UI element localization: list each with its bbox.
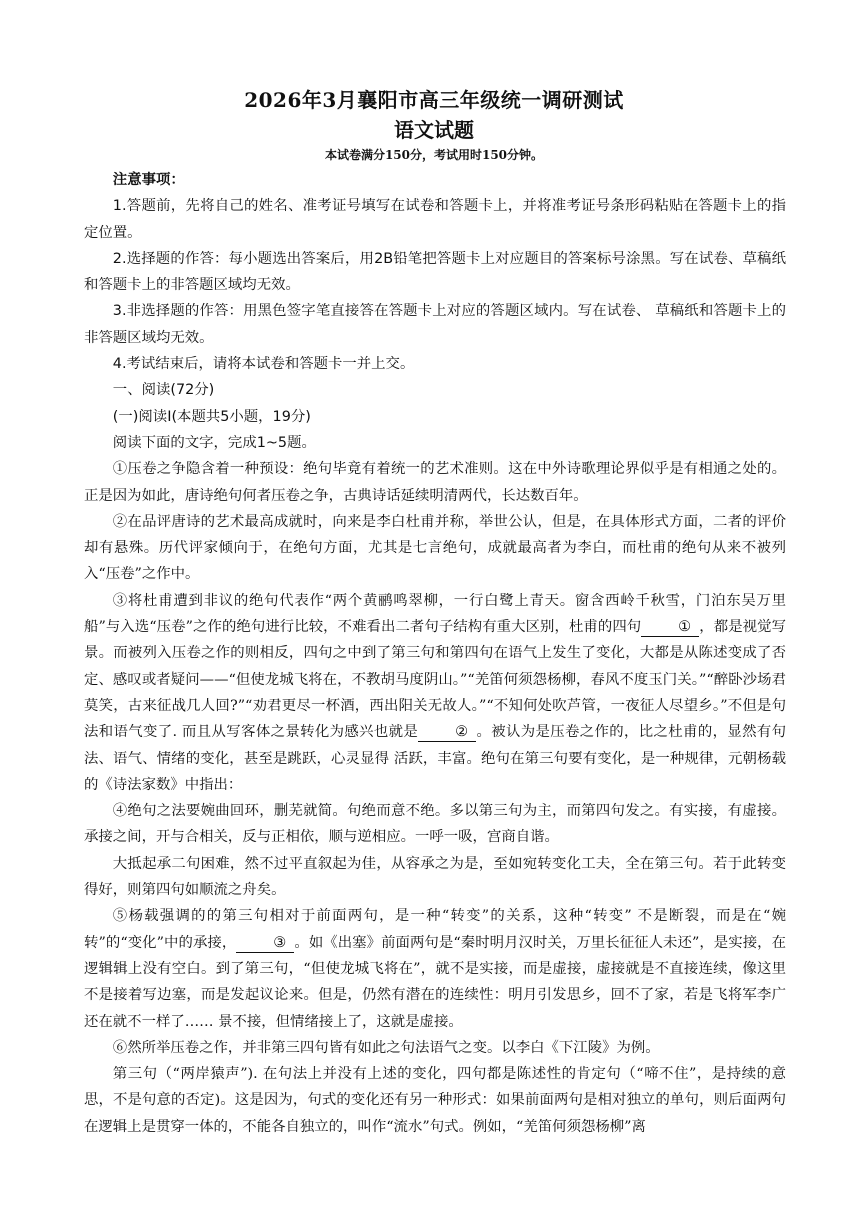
passage-text: ③将杜甫遭到非议的绝句代表作“两个黄鹂鸣翠柳，一行白鹭上青天。窗含西岭千秋雪，门泊东吴万里船”与入选“压卷”之作的绝句进行比较，不难看出二者句子结构有重大区别，杜甫的四句: [84, 592, 786, 636]
passage-paragraph-4: ④绝句之法要婉曲回环，删芜就简。句绝而意不绝。多以第三句为主，而第四句发之。有实接，有虚接。承接之间，开与合相关，反与正相依，顺与逆相应。一呼一吸，宫商自谐。: [84, 803, 786, 846]
instructions-heading: 注意事项：: [112, 172, 185, 188]
answer-blank-1: ①: [641, 618, 699, 637]
exam-body: [84, 167, 786, 1140]
reading-passage: [84, 456, 786, 1140]
instruction-item: 2.选择题的作答：每小题选出答案后，用2B铅笔把答题卡上对应题目的答案标号涂黑。写在试卷、草稿纸和答题卡上的非答题区域均无效。: [84, 250, 786, 294]
exam-title: 2026年3月襄阳市高三年级统一调研测试: [244, 88, 624, 112]
instruction-item: 4.考试结束后，请将本试卷和答题卡一并上交。: [112, 356, 415, 373]
instruction-item: 3.非选择题的作答：用黑色签字笔直接答在答题卡上对应的答题区域内。写在试卷、 草稿纸和答题卡上的非答题区域均无效。: [84, 303, 786, 346]
passage-paragraph-5: 大抵起承二句困难，然不过平直叙起为佳，从容承之为是，至如宛转变化工夫，全在第三句。若于此转变得好，则第四句如顺流之舟矣。: [84, 855, 786, 899]
subject-title: 语文试题: [394, 118, 474, 142]
answer-blank-3: ③: [236, 934, 294, 953]
section-title: 一、阅读(72分): [112, 382, 215, 399]
passage-paragraph-1: ①压卷之争隐含着一种预设：绝句毕竟有着统一的艺术准则。这在中外诗歌理论界似乎是有相通之处的。正是因为如此，唐诗绝句何者压卷之争，古典诗话延续明清两代，长达数百年。: [84, 461, 786, 504]
reading-prompt: 阅读下面的文字，完成1~5题。: [112, 434, 316, 451]
passage-text: ，都是视觉写景。而被列入压卷之作的则相反，四句之中到了第三句和第四句在语气上发生了变化，大都是从陈述变成了否定、感叹或者疑问——“但使龙城飞将在，不教胡马度阴山。”“羌笛何须怨杨柳，春风不度玉门关。”“醉卧沙场君莫笑，古来征战几人回?”“劝君更尽一杯酒，西出阳关无故人。”“不知何处吹芦管，一夜征人尽望乡。”不但是句法和语气变了. 而且从写客体之景转化为感兴也就是: [84, 619, 786, 741]
passage-text: 。如《出塞》前面两句是“秦时明月汉时关，万里长征征人未还”，是实接，在逻辑辑上没有空白。到了第三句，“但使龙城飞将在”，就不是实接，而是虚接，虚接就是不直接连续，像这里不是接着写边塞，而是发起议论来。但是，仍然有潜在的连续性：明月引发思乡，回不了家，若是飞将军李广还在就不一样了…… 景不接，但情绪接上了，这就是虚接。: [84, 934, 787, 1030]
passage-paragraph-2: ②在品评唐诗的艺术最高成就时，向来是李白杜甫并称，举世公认，但是，在具体形式方面，二者的评价却有悬殊。历代评家倾向于，在绝句方面，尤其是七言绝句，成就最高者为李白，而杜甫的绝句从来不被列入“压卷”之作中。: [84, 513, 786, 583]
passage-text: ⑤杨载强调的的第三句相对于前面两句，是一种“转变”的关系，这种“转变” 不是断裂，而是在“婉转”的“变化”中的承接，: [84, 908, 786, 951]
passage-text: 。被认为是压卷之作的，比之杜甫的，显然有句法、语气、情绪的变化，甚至是跳跃，心灵显得 活跃，丰富。绝句在第三句要有变化，是一种规律，元朝杨载的《诗法家数》中指出：: [84, 724, 786, 793]
passage-paragraph-8: 第三句（“两岸猿声”). 在句法上并没有上述的变化，四句都是陈述性的肯定句（“啼不住”，是持续的意思，不是句意的否定)。这是因为，句式的变化还有另一种形式：如果前面两句是相对独立的单句，则后面两句在逻辑上是贯穿一体的，不能各自独立的，叫作“流水”句式。例如，“羌笛何须怨杨柳”离: [84, 1066, 786, 1135]
answer-blank-2: ②: [418, 723, 476, 742]
passage-paragraph-6: [84, 903, 786, 1034]
passage-paragraph-7: ⑥然所举压卷之作，并非第三四句皆有如此之句法语气之变。以李白《下江陵》为例。: [112, 1039, 660, 1056]
section-subtitle: (一)阅读Ⅰ(本题共5小题，19分): [112, 408, 311, 425]
passage-paragraph-3: [84, 588, 786, 798]
instruction-item: 1.答题前，先将自己的姓名、准考证号填写在试卷和答题卡上，并将准考证号条形码粘贴在答题卡上的指定位置。: [84, 198, 786, 241]
score-time-note: 本试卷满分150分，考试用时150分钟。: [324, 148, 544, 162]
